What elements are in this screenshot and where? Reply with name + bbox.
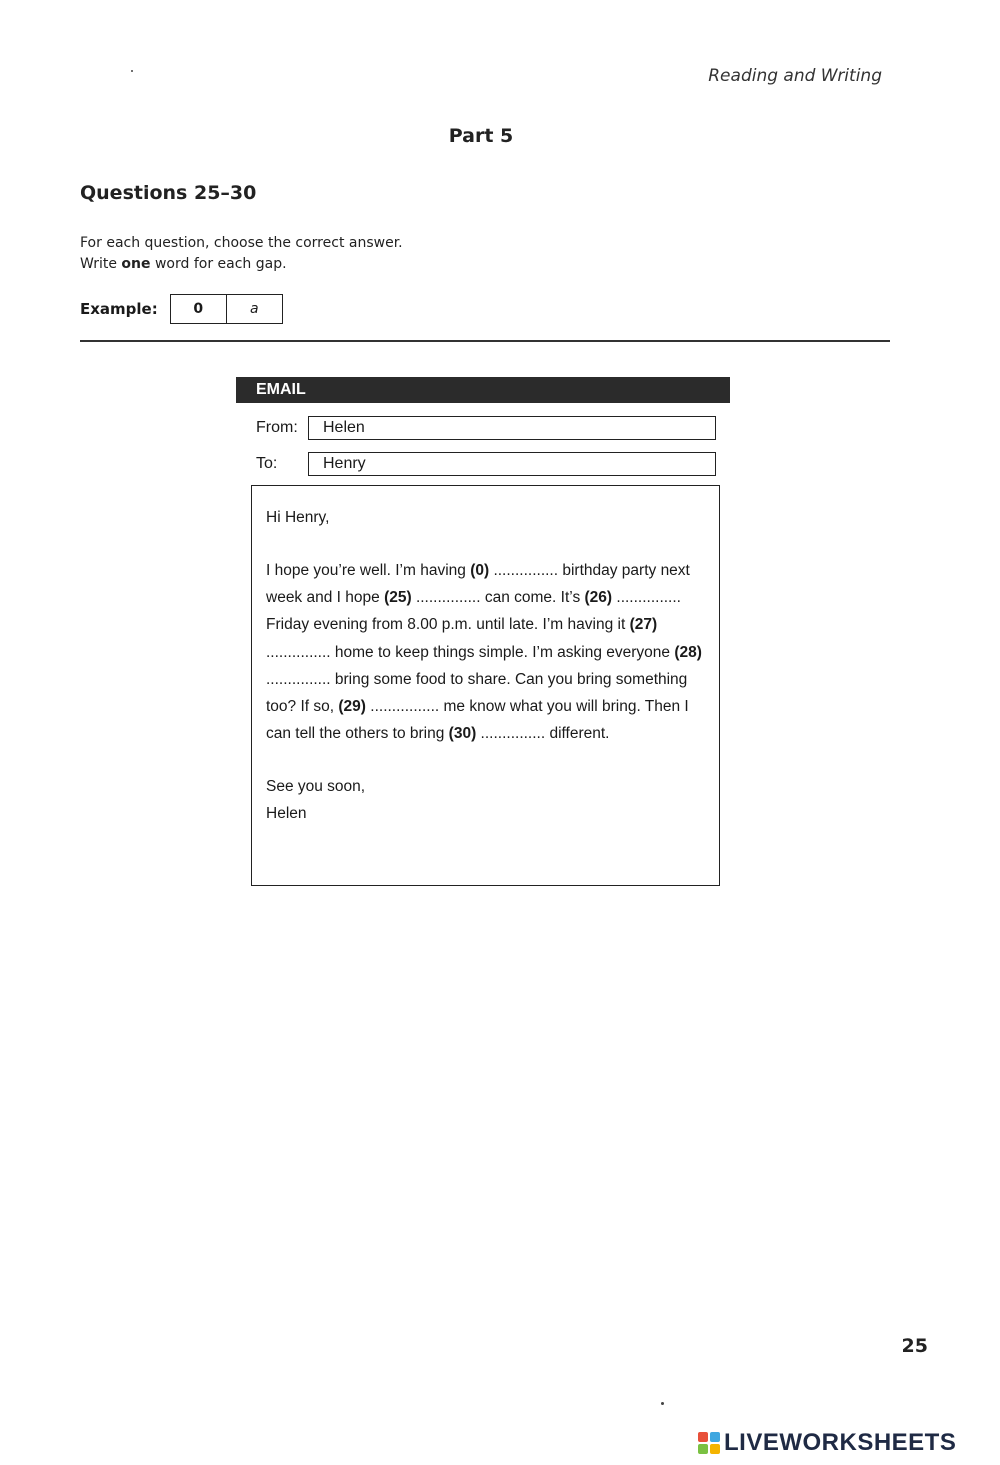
- example-number: 0: [171, 295, 227, 323]
- email-text: I hope you’re well. I’m having: [266, 562, 471, 579]
- gap-29[interactable]: (29): [338, 698, 366, 716]
- email-header: EMAIL: [236, 377, 730, 403]
- liveworksheets-brand: LIVEWORKSHEETS: [724, 1429, 957, 1456]
- email-text: ................ me know what you will bring. Then I can tell the others to bring: [266, 698, 689, 743]
- liveworksheets-tiles-icon: [698, 1432, 720, 1454]
- gap-0: (0): [470, 562, 490, 579]
- gap-26[interactable]: (26): [584, 589, 613, 607]
- gap-28[interactable]: (28): [674, 643, 702, 661]
- instruction-emphasis: one: [121, 256, 151, 272]
- email-text: ............... home to keep things simple. I’m asking everyone: [266, 643, 675, 661]
- email-text: ............... Friday evening from 8.00 p.m. until late. I’m having it: [266, 589, 681, 634]
- from-field: Helen: [308, 416, 716, 440]
- section-label: Reading and Writing: [708, 66, 882, 86]
- email-text: ............... can come. It’s: [411, 589, 585, 607]
- to-label: To:: [256, 455, 278, 472]
- part-title: Part 5: [448, 125, 514, 147]
- gap-30[interactable]: (30): [448, 725, 477, 743]
- email-text: ............... different.: [476, 725, 610, 743]
- questions-title: Questions 25–30: [80, 182, 257, 204]
- scan-speck: [661, 1402, 664, 1405]
- email-body: [251, 485, 720, 886]
- instruction-line-1: For each question, choose the correct answer.: [80, 235, 403, 251]
- gap-25[interactable]: (25): [384, 589, 412, 607]
- email-paragraph: [266, 557, 705, 747]
- email-greeting: Hi Henry,: [266, 509, 330, 526]
- divider: [80, 340, 890, 342]
- instruction-text: Write: [80, 256, 122, 272]
- email-text: ............... bring some food to share. Can you bring something too? If so,: [266, 670, 688, 716]
- email-signature: Helen: [266, 805, 307, 823]
- instructions: [80, 233, 403, 275]
- logo-tile: [710, 1444, 720, 1454]
- instruction-text: word for each gap.: [150, 256, 287, 272]
- example-box: [170, 294, 283, 324]
- to-field: Henry: [308, 452, 716, 476]
- example-row: [80, 294, 283, 324]
- scan-speck: [131, 70, 133, 72]
- from-label: From:: [256, 419, 298, 436]
- logo-tile: [698, 1444, 708, 1454]
- email-text: ............... birthday party next week and I hope: [266, 562, 690, 607]
- gap-27[interactable]: (27): [629, 616, 658, 634]
- instruction-line-2: [80, 254, 403, 275]
- logo-tile: [710, 1432, 720, 1442]
- email-closing: See you soon,: [266, 778, 366, 796]
- example-answer: a: [249, 301, 259, 317]
- example-label: Example:: [80, 300, 158, 318]
- to-row: [256, 451, 716, 477]
- liveworksheets-logo: [698, 1430, 956, 1456]
- logo-tile: [698, 1432, 708, 1442]
- page-number: 25: [901, 1335, 928, 1357]
- email-signoff: [266, 773, 705, 827]
- from-row: [256, 415, 716, 441]
